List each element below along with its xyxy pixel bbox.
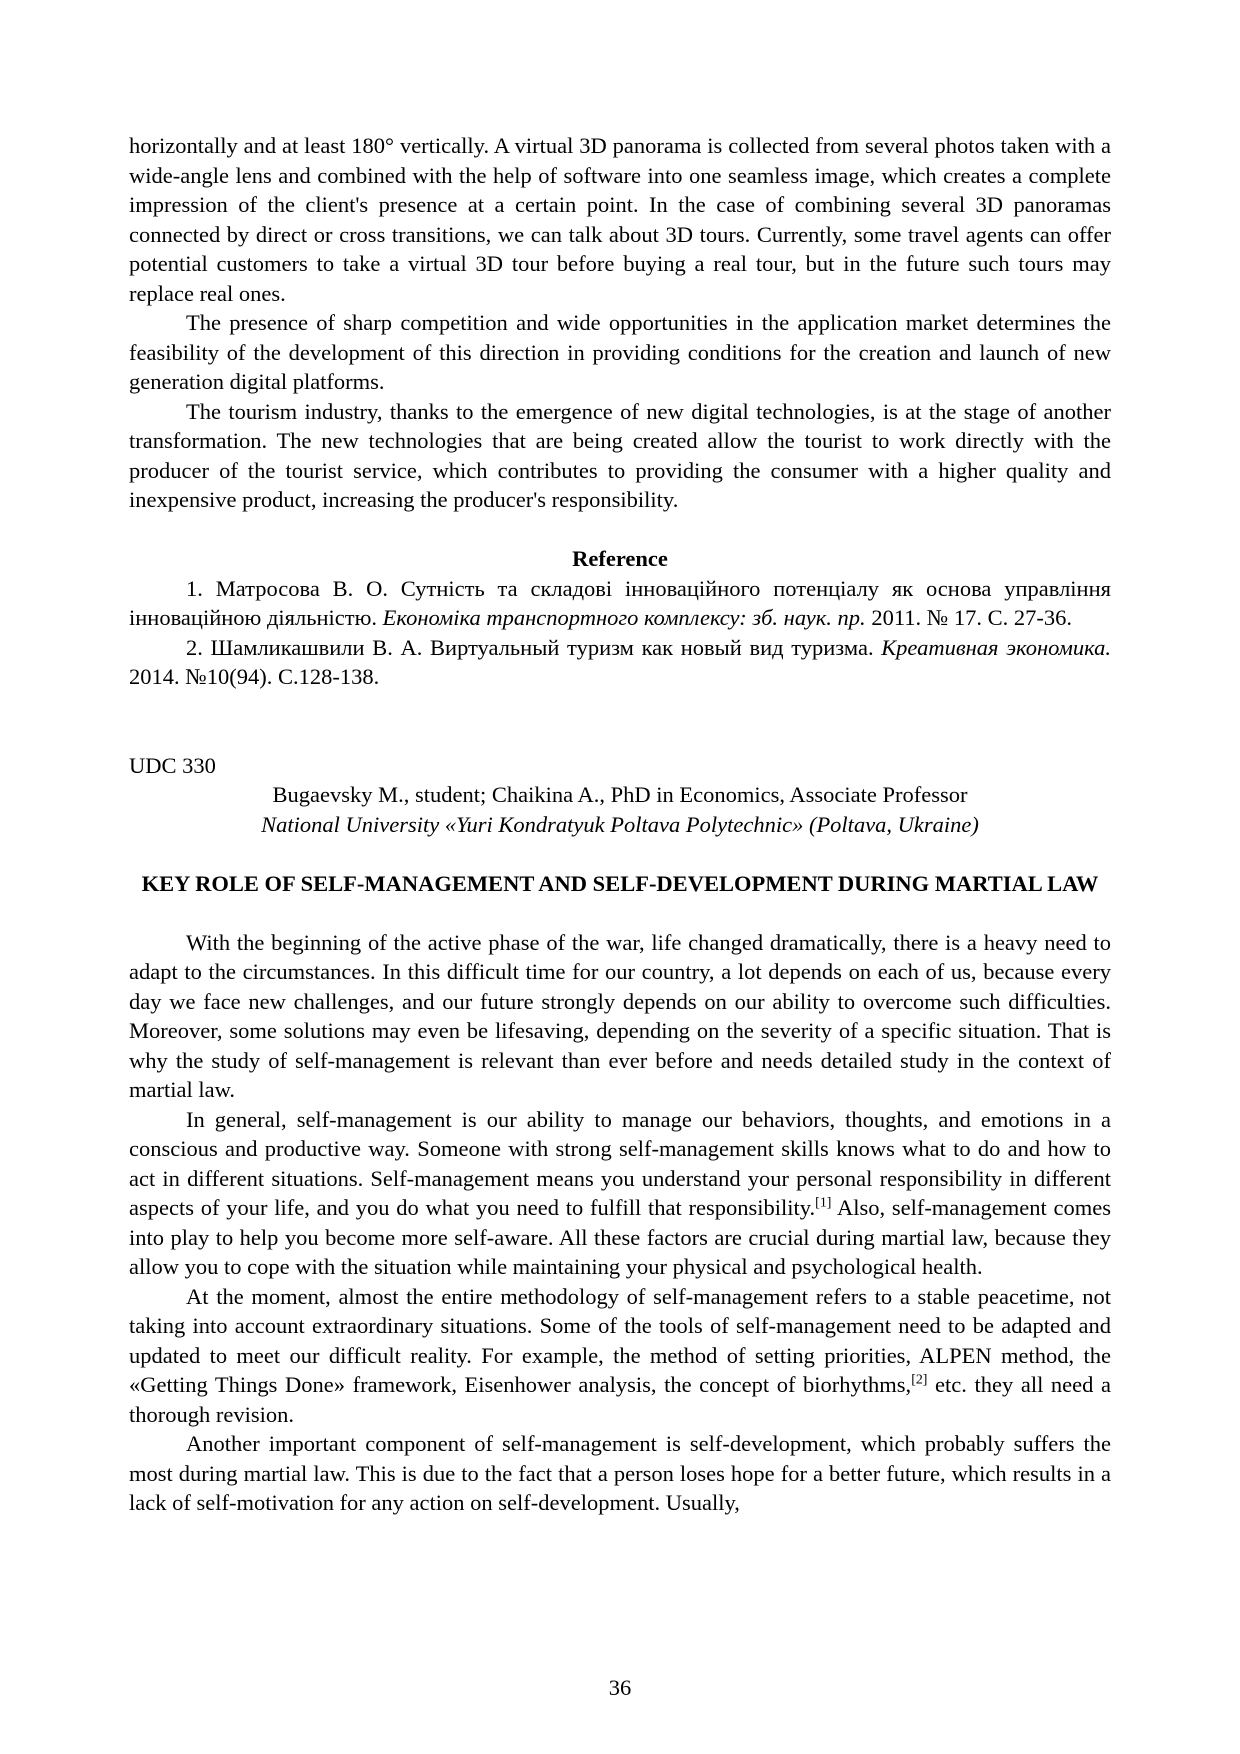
article-paragraph-2	[129, 1105, 1111, 1282]
reference-1-source: Економіка транспортного комплексу: зб. наук. пр.	[382, 605, 866, 630]
reference-item-1	[129, 574, 1111, 633]
authors-line: Bugaevsky M., student; Chaikina A., PhD in Economics, Associate Professor	[272, 782, 968, 807]
article-paragraph-3	[129, 1282, 1111, 1430]
prev-article-paragraph-3: The tourism industry, thanks to the emergence of new digital technologies, is at the stage of another transformation. The new technologies that are being created allow the tourist to work directly with the producer of the tourist service, which contributes to providing the consumer with a higher quality and inexpensive product, increasing the producer's responsibility.	[129, 398, 1111, 512]
reference-heading: Reference	[572, 546, 668, 571]
paragraph-3-text-before-citation: At the moment, almost the entire methodology of self-management refers to a stable peacetime, not taking into account extraordinary situations. Some of the tools of self-management need to be adapted and updated to meet our difficult reality. For example, the method of setting priorities, ALPEN method, the «Getting Things Done» framework, Eisenhower analysis, the concept of biorhythms,	[129, 1283, 1111, 1397]
reference-1-tail: 2011. № 17. С. 27-36.	[865, 605, 1072, 630]
reference-2-tail: 2014. №10(94). С.128-138.	[129, 664, 380, 689]
paragraph-2-text-after-citation: Also, self-management comes into play to help you become more self-aware. All these factors are crucial during martial law, because they allow you to cope with the situation while maintaining your physical and psychological health.	[129, 1195, 1111, 1279]
reference-item-2	[129, 633, 1111, 692]
udc-number: UDC 330	[129, 752, 216, 778]
citation-marker-1: [1]	[815, 1195, 832, 1211]
reference-1-lead: 1. Матросова В. О. Сутність та складові інноваційного потенціалу як основа управління інноваційною діяльністю.	[129, 575, 1111, 630]
prev-article-paragraph-2: The presence of sharp competition and wide opportunities in the application market determines the feasibility of the development of this direction in providing conditions for the creation and launch of new generation digital platforms.	[129, 310, 1111, 394]
citation-marker-2: [2]	[911, 1372, 928, 1388]
reference-2-lead: 2. Шамликашвили В. А. Виртуальный туризм как новый вид туризма.	[186, 634, 882, 660]
paragraph-3-text-after-citation: etc. they all need a thorough revision.	[129, 1372, 1111, 1427]
prev-article-paragraph-1: horizontally and at least 180° vertically. A virtual 3D panorama is collected from several photos taken with a wide-angle lens and combined with the help of software into one seamless image, which creates a complete impression of the client's presence at a certain point. In the case of combining several 3D panoramas connected by direct or cross transitions, we can talk about 3D tours. Currently, some travel agents can offer potential customers to take a virtual 3D tour before buying a real tour, but in the future such tours may replace real ones.	[129, 133, 1111, 306]
article-paragraph-1: With the beginning of the active phase of the war, life changed dramatically, there is a heavy need to adapt to the circumstances. In this difficult time for our country, a lot depends on each of us, because every day we face new challenges, and our future strongly depends on our ability to overcome such difficulties. Moreover, some solutions may even be lifesaving, depending on the severity of a specific situation. That is why the study of self-management is relevant than ever before and needs detailed study in the context of martial law.	[129, 929, 1111, 1102]
affiliation-line: National University «Yuri Kondratyuk Poltava Polytechnic» (Poltava, Ukraine)	[261, 811, 979, 837]
article-title: KEY ROLE OF SELF-MANAGEMENT AND SELF-DEVELOPMENT DURING MARTIAL LAW	[141, 870, 1099, 896]
page-number: 36	[608, 1674, 632, 1700]
article-paragraph-4: Another important component of self-management is self-development, which probably suffers the most during martial law. This is due to the fact that a person loses hope for a better future, which results in a lack of self-motivation for any action on self-development. Usually,	[129, 1431, 1111, 1515]
reference-2-source: Креативная экономика.	[881, 634, 1111, 660]
paragraph-2-text-before-citation: In general, self-management is our ability to manage our behaviors, thoughts, and emotions in a conscious and productive way. Someone with strong self-management skills knows what to do and how to act in different situations. Self-management means you understand your personal responsibility in different aspects of your life, and you do what you need to fulfill that responsibility.	[129, 1106, 1111, 1220]
